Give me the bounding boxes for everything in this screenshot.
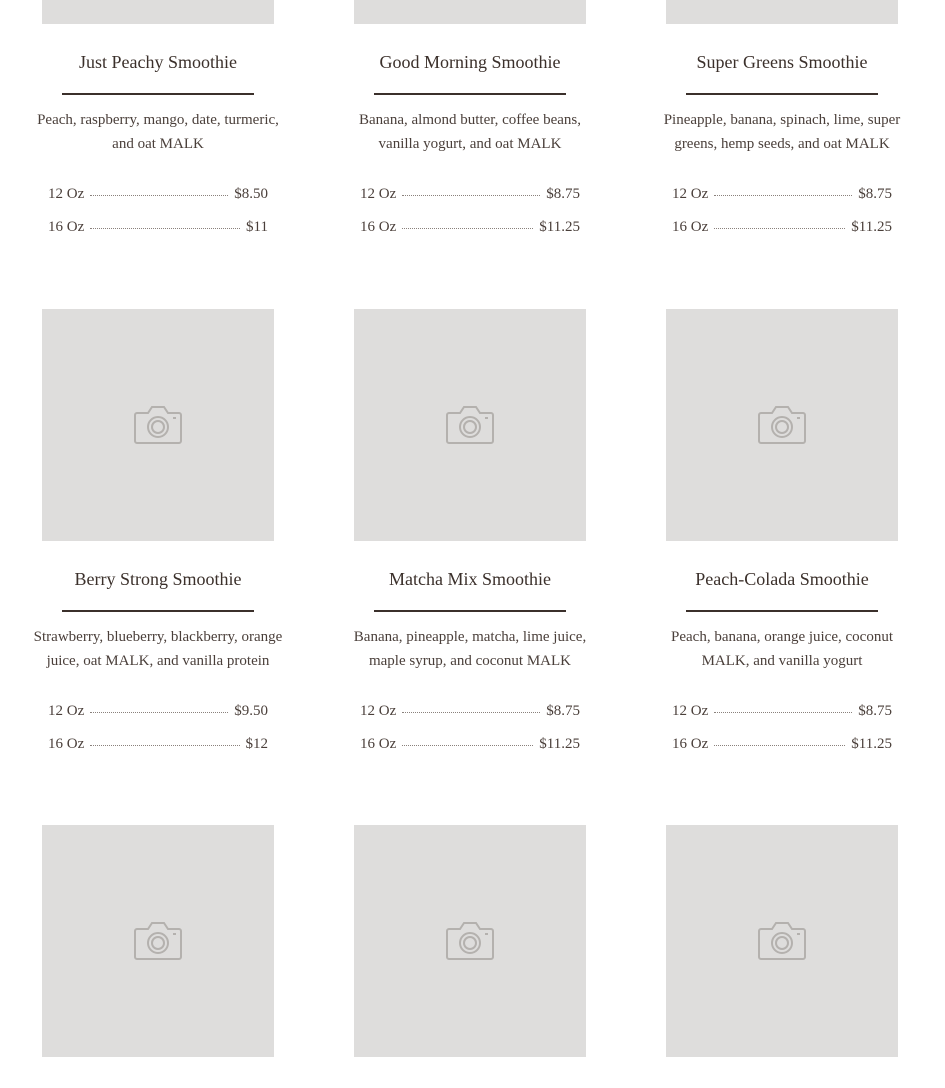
photo-placeholder xyxy=(42,309,274,541)
item-description: Banana, pineapple, matcha, lime juice, maple syrup, and coconut MALK xyxy=(353,629,587,669)
price-row xyxy=(360,185,580,203)
camera-icon xyxy=(133,405,183,445)
price-value: $9.50 xyxy=(234,703,268,719)
price-value: $11 xyxy=(246,219,268,235)
item-description: Pineapple, banana, spinach, lime, super greens, hemp seeds, and oat MALK xyxy=(663,112,901,152)
dot-leader xyxy=(402,228,533,229)
item-title: Berry Strong Smoothie xyxy=(74,569,242,589)
item-description: Banana, almond butter, coffee beans, vanilla yogurt, and oat MALK xyxy=(359,112,581,152)
photo-placeholder xyxy=(42,0,274,24)
title-divider xyxy=(62,610,254,612)
dot-leader xyxy=(714,228,845,229)
item-description: Strawberry, blueberry, blackberry, orange juice, oat MALK, and vanilla protein xyxy=(33,629,283,669)
camera-icon xyxy=(757,921,807,961)
price-row xyxy=(48,735,268,753)
price-value: $8.75 xyxy=(858,703,892,719)
photo-placeholder xyxy=(354,309,586,541)
dot-leader xyxy=(714,745,845,746)
camera-icon xyxy=(757,405,807,445)
size-label: 12 Oz xyxy=(360,186,397,202)
price-row xyxy=(672,218,892,236)
dot-leader xyxy=(90,745,239,746)
camera-icon xyxy=(133,921,183,961)
price-value: $11.25 xyxy=(851,219,892,235)
dot-leader xyxy=(90,195,228,196)
price-row xyxy=(672,735,892,753)
price-value: $8.75 xyxy=(546,186,580,202)
size-label: 12 Oz xyxy=(48,186,85,202)
item-title: Peach-Colada Smoothie xyxy=(695,569,869,589)
title-divider xyxy=(686,610,878,612)
dot-leader xyxy=(402,712,540,713)
dot-leader xyxy=(402,195,540,196)
size-label: 16 Oz xyxy=(48,736,85,752)
size-label: 16 Oz xyxy=(360,736,397,752)
photo-placeholder xyxy=(354,0,586,24)
price-row xyxy=(672,185,892,203)
size-label: 12 Oz xyxy=(672,703,709,719)
dot-leader xyxy=(90,712,228,713)
dot-leader xyxy=(90,228,240,229)
size-label: 12 Oz xyxy=(360,703,397,719)
item-description: Peach, raspberry, mango, date, turmeric, and oat MALK xyxy=(37,112,279,152)
price-row xyxy=(48,218,268,236)
title-divider xyxy=(374,93,566,95)
price-value: $8.50 xyxy=(234,186,268,202)
dot-leader xyxy=(402,745,533,746)
size-label: 12 Oz xyxy=(672,186,709,202)
size-label: 16 Oz xyxy=(672,219,709,235)
price-value: $8.75 xyxy=(858,186,892,202)
price-row xyxy=(48,185,268,203)
photo-placeholder xyxy=(354,825,586,1057)
price-value: $11.25 xyxy=(539,219,580,235)
price-value: $8.75 xyxy=(546,703,580,719)
price-row xyxy=(360,702,580,720)
camera-icon xyxy=(445,405,495,445)
price-row xyxy=(360,735,580,753)
price-row xyxy=(672,702,892,720)
price-value: $11.25 xyxy=(851,736,892,752)
dot-leader xyxy=(714,712,852,713)
item-description: Peach, banana, orange juice, coconut MALK, and vanilla yogurt xyxy=(671,629,893,669)
price-row xyxy=(360,218,580,236)
item-title: Good Morning Smoothie xyxy=(379,52,561,72)
photo-placeholder xyxy=(666,309,898,541)
title-divider xyxy=(374,610,566,612)
item-title: Super Greens Smoothie xyxy=(696,52,868,72)
price-value: $12 xyxy=(245,736,268,752)
price-value: $11.25 xyxy=(539,736,580,752)
photo-placeholder xyxy=(666,825,898,1057)
title-divider xyxy=(62,93,254,95)
camera-icon xyxy=(445,921,495,961)
dot-leader xyxy=(714,195,852,196)
price-row xyxy=(48,702,268,720)
size-label: 16 Oz xyxy=(360,219,397,235)
photo-placeholder xyxy=(666,0,898,24)
size-label: 16 Oz xyxy=(48,219,85,235)
photo-placeholder xyxy=(42,825,274,1057)
size-label: 12 Oz xyxy=(48,703,85,719)
item-title: Just Peachy Smoothie xyxy=(79,52,237,72)
item-title: Matcha Mix Smoothie xyxy=(389,569,551,589)
size-label: 16 Oz xyxy=(672,736,709,752)
title-divider xyxy=(686,93,878,95)
